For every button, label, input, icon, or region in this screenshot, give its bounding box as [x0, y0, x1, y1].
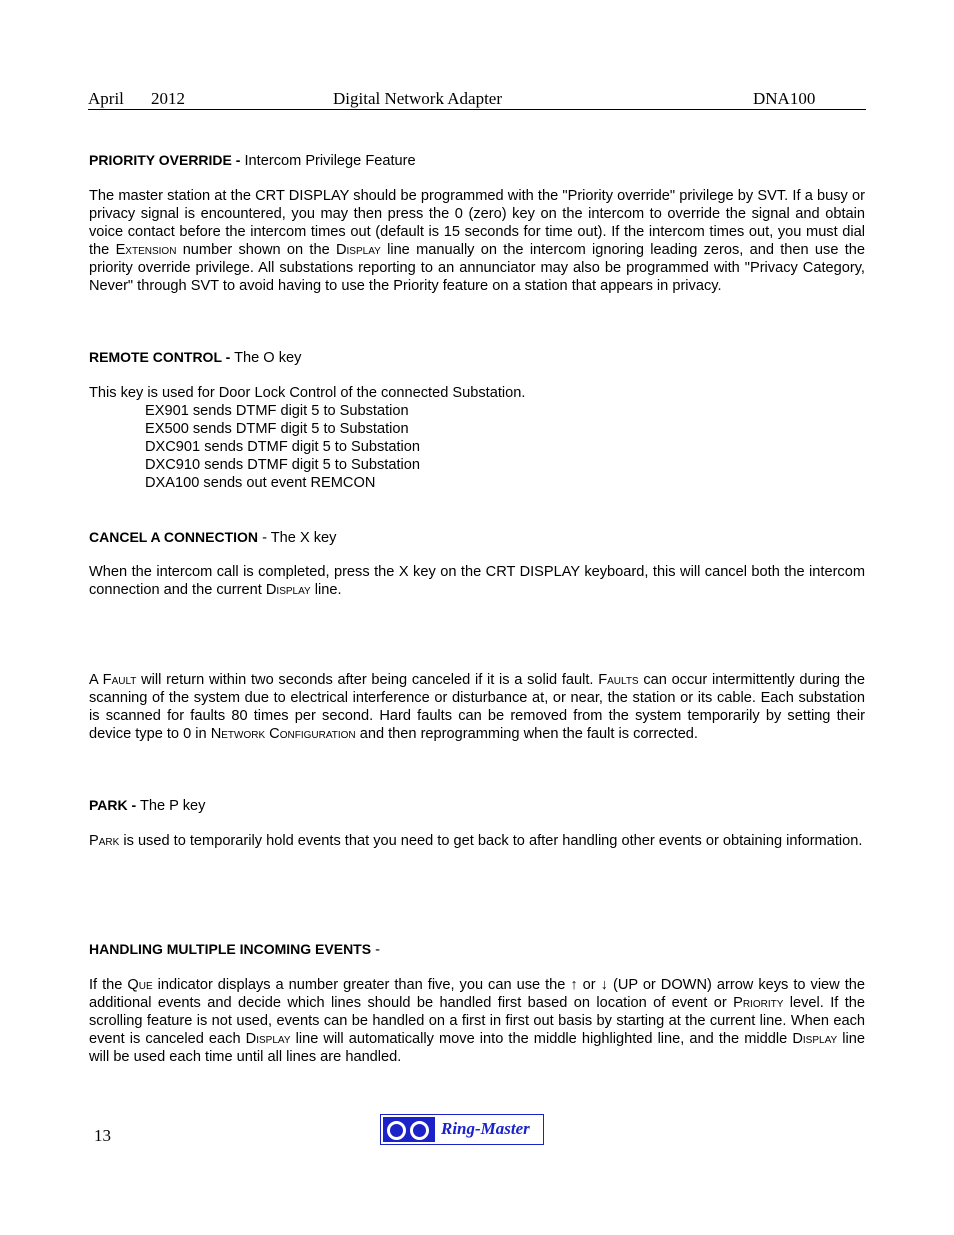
list-item: DXA100 sends out event REMCON: [145, 475, 376, 491]
multiple-events-paragraph: If the Que indicator displays a number greater than five, you can use the ↑ or ↓ (UP or DOWN) arrow keys to view the additional events and decide which lines should be handled first based on location of event or Priority level. If the scrolling feature is not used, events can be handled on a first in first out basis by starting at the current line. When each event is canceled each Display line will automatically move into the middle highlighted line, and the middle Display line will be used each time until all lines are handled.: [89, 977, 865, 1065]
ring-master-logo: [380, 1114, 544, 1145]
logo-text: Ring-Master: [441, 1119, 530, 1138]
multiple-events-heading: HANDLING MULTIPLE INCOMING EVENTS -: [89, 941, 380, 958]
priority-override-heading: PRIORITY OVERRIDE - Intercom Privilege Feature: [89, 152, 416, 169]
list-item: DXC910 sends DTMF digit 5 to Substation: [145, 457, 420, 473]
fault-paragraph: A Fault will return within two seconds after being canceled if it is a solid fault. Faults can occur intermittently during the scanning of the system due to electrical interference or disturbance at, or near, the station or its cable. Each substation is scanned for faults 80 times per second. Hard faults can be removed from the system temporarily by setting their device type to 0 in Network Configuration and then reprogramming when the fault is corrected.: [89, 672, 865, 742]
header-doc-id: DNA100: [753, 89, 816, 108]
logo-rings-icon: [383, 1117, 435, 1142]
remote-control-intro: This key is used for Door Lock Control of the connected Substation.: [89, 385, 526, 401]
park-heading: PARK - The P key: [89, 797, 206, 814]
page-number: 13: [94, 1126, 111, 1145]
cancel-connection-paragraph: When the intercom call is completed, press the X key on the CRT DISPLAY keyboard, this will cancel both the intercom connection and the current Display line.: [89, 564, 865, 598]
list-item: EX901 sends DTMF digit 5 to Substation: [145, 403, 409, 419]
list-item: DXC901 sends DTMF digit 5 to Substation: [145, 439, 420, 455]
cancel-connection-heading: CANCEL A CONNECTION - The X key: [89, 529, 337, 546]
header-title: Digital Network Adapter: [333, 89, 503, 108]
header-month: April: [88, 89, 124, 108]
page-header: [88, 89, 866, 110]
remote-control-heading: REMOTE CONTROL - The O key: [89, 349, 302, 366]
priority-override-paragraph: The master station at the CRT DISPLAY should be programmed with the "Priority override" privilege by SVT. If a busy or privacy signal is encountered, you may then press the 0 (zero) key on the intercom to override the signal and obtain voice contact before the intercom times out (default is 15 seconds for time out). If the intercom times out, you must dial the Extension number shown on the Display line manually on the intercom ignoring leading zeros, and then use the priority override privilege. All substations reporting to an annunciator may also be programmed with "Privacy Category, Never" through SVT to avoid having to use the Priority feature on a station that appears in privacy.: [89, 188, 865, 294]
park-paragraph: Park is used to temporarily hold events that you need to get back to after handling other events or obtaining information.: [89, 833, 863, 849]
header-year: 2012: [151, 89, 185, 108]
list-item: EX500 sends DTMF digit 5 to Substation: [145, 421, 409, 437]
